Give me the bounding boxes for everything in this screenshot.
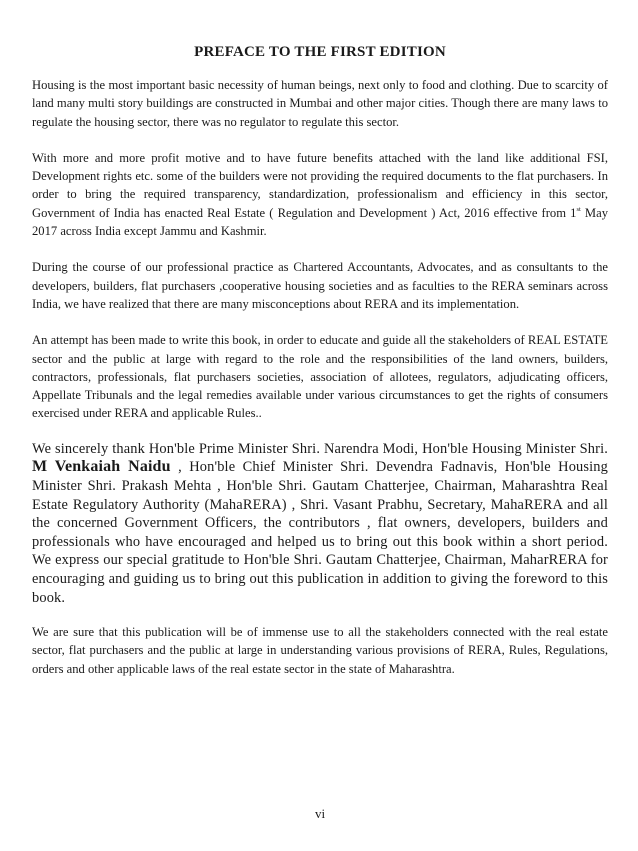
- paragraph-book-purpose: An attempt has been made to write this book, in order to educate and guide all the stakeholders of REAL ESTATE sector and the public at large with regard to the role and the responsibilities of the land owners, builders, contractors, professionals, flat purchasers societies, association of allotees, regulators, adjudicating officers, Appellate Tribunals and the legal remedies available under various circumstances to get the rights of consumers exercised under RERA and applicable Rules..: [32, 333, 608, 421]
- paragraph-text: May 2017 across India except Jammu and Kashmir.: [32, 205, 608, 239]
- ordinal-suffix: st: [576, 205, 581, 213]
- paragraph-housing-necessity: Housing is the most important basic necessity of human beings, next only to food and clothing. Due to scarcity of land many multi story buildings are constructed in Mumbai and other major cities. Though there are many laws to regulate the housing sector, there was no regulator to regulate this sector.: [32, 78, 608, 129]
- paragraph-text: With more and more profit motive and to have future benefits attached with the land like additional FSI, Development rights etc. some of the builders were not providing the required documents to the flat purchasers. In order to bring the required transparency, standardization, professionalism and efficiency in this sector, Government of India has enacted Real Estate ( Regulation and Development ) Act, 2016 effective from 1: [32, 150, 608, 220]
- paragraph-closing: We are sure that this publication will be of immense use to all the stakeholders connected with the real estate sector, flat purchasers and the public at large in understanding various provisions of RERA, Rules, Regulations, orders and other applicable laws of the real estate sector in the state of Maharashtra.: [32, 625, 608, 676]
- paragraph-acknowledgements: [32, 440, 608, 607]
- page-title: PREFACE TO THE FIRST EDITION: [194, 44, 446, 60]
- paragraph-text: We sincerely thank Hon'ble Prime Minister Shri. Narendra Modi, Hon'ble Housing Minister Shri.: [32, 440, 608, 457]
- paragraph-text: , Hon'ble Chief Minister Shri. Devendra Fadnavis, Hon'ble Housing Minister Shri. Prakash Mehta , Hon'ble Shri. Gautam Chatterjee, Chairman, Maharashtra Real Estate Regulatory Authority (MahaRERA) , Shri. Vasant Prabhu, Secretary, MahaRERA and all the concerned Government Officers, the contributors , flat owners, developers, builders and professionals who have encouraged and helped us to bring out this book within a short period. We express our special gratitude to Hon'ble Shri. Gautam Chatterjee, Chairman, MaharRERA for encouraging and guiding us to bring out this publication in addition to giving the foreword to this book.: [32, 459, 608, 606]
- page-number: vi: [314, 806, 326, 821]
- paragraph-professional-practice: During the course of our professional practice as Chartered Accountants, Advocates, and as consultants to the developers, builders, flat purchasers ,cooperative housing societies and as faculties to the RERA seminars across India, we have realized that there are many misconceptions about RERA and its implementation.: [32, 260, 608, 311]
- paragraph-rera-enactment: [32, 149, 608, 240]
- highlighted-name: M Venkaiah Naidu: [32, 458, 171, 476]
- document-page: [32, 0, 608, 851]
